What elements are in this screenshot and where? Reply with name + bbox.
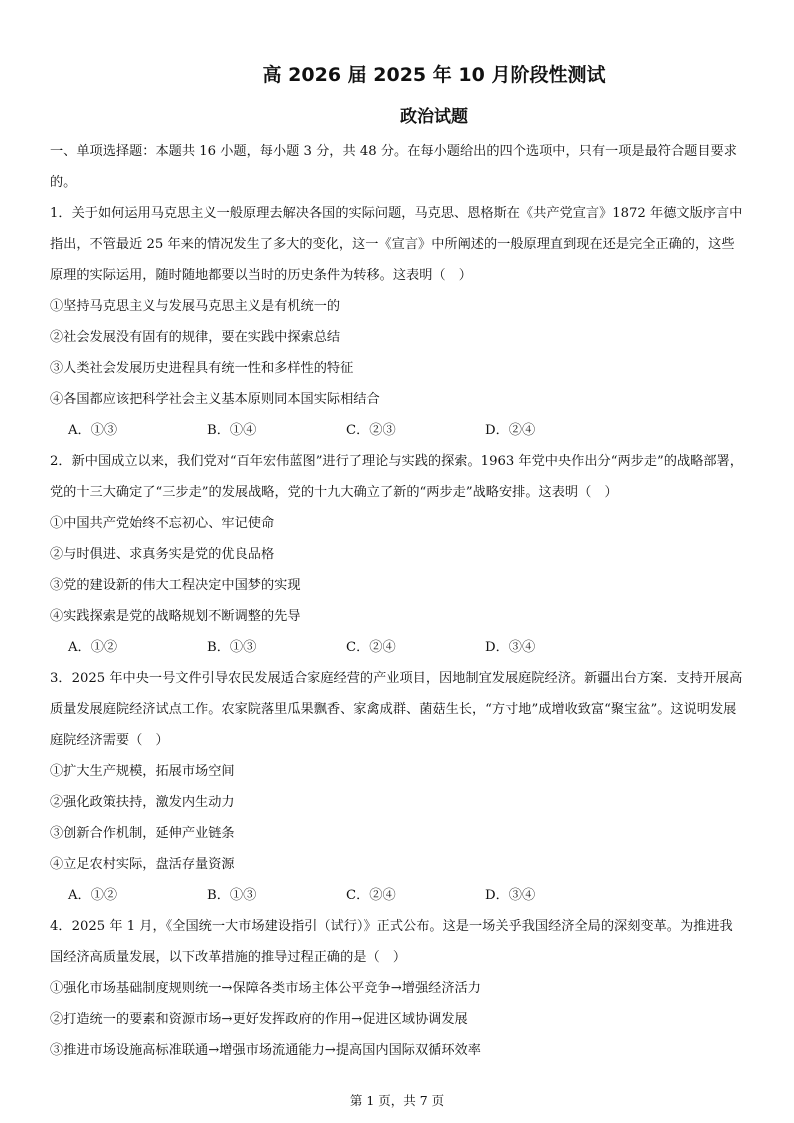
choice-a: A．①②	[68, 888, 118, 903]
page-number: 第 1 页，共 7 页	[349, 1093, 445, 1108]
exam-subtitle: 政治试题	[400, 107, 468, 127]
choice-b: B．①④	[207, 423, 257, 438]
question-1	[50, 198, 744, 446]
question-3	[50, 663, 744, 911]
choice-c: C．②④	[346, 640, 396, 655]
statement-option: ②强化政策扶持，激发内生动力	[50, 795, 235, 810]
question-4	[50, 911, 744, 1066]
choice-d: D．③④	[485, 640, 536, 655]
answer-choices	[50, 415, 744, 446]
statement-option: ②打造统一的要素和资源市场→更好发挥政府的作用→促进区域协调发展	[50, 1012, 468, 1027]
statement-option: ②与时俱进、求真务实是党的优良品格	[50, 547, 275, 562]
question-stem: 2．新中国成立以来，我们党对“百年宏伟蓝图”进行了理论与实践的探索。1963 年党中央作出分“两步走”的战略部署，党的十三大确定了“三步走”的发展战略，党的十九大确立了新的“两步走”战略安排。这表明（ ）	[50, 454, 743, 500]
statement-option: ①扩大生产规模，拓展市场空间	[50, 764, 235, 779]
statement-option: ③推进市场设施高标准联通→增强市场流通能力→提高国内国际双循环效率	[50, 1043, 481, 1058]
question-2	[50, 446, 744, 663]
statement-option: ④实践探索是党的战略规划不断调整的先导	[50, 609, 301, 624]
choice-d: D．②④	[485, 423, 536, 438]
statement-option: ④立足农村实际，盘活存量资源	[50, 857, 235, 872]
statement-option: ①中国共产党始终不忘初心、牢记使命	[50, 516, 275, 531]
question-stem: 4．2025 年 1 月，《全国统一大市场建设指引（试行）》正式公布。这是一场关乎我国经济全局的深刻变革。为推进我国经济高质量发展，以下改革措施的推导过程正确的是（ ）	[50, 919, 733, 965]
choice-c: C．②③	[346, 423, 396, 438]
section-instructions: 一、单项选择题：本题共 16 小题，每小题 3 分，共 48 分。在每小题给出的四个选项中，只有一项是最符合题目要求的。	[50, 144, 737, 190]
question-stem: 3．2025 年中央一号文件引导农民发展适合家庭经营的产业项目，因地制宜发展庭院经济。新疆出台方案．支持开展高质量发展庭院经济试点工作。农家院落里瓜果飘香、家禽成群、菌菇生长，“方寸地”成增收致富“聚宝盆”。这说明发展庭院经济需要（ ）	[50, 671, 743, 748]
choice-d: D．③④	[485, 888, 536, 903]
statement-option: ③党的建设新的伟大工程决定中国梦的实现	[50, 578, 301, 593]
statement-option: ①坚持马克思主义与发展马克思主义是有机统一的	[50, 299, 341, 314]
statement-option: ③创新合作机制，延伸产业链条	[50, 826, 235, 841]
choice-b: B．①③	[207, 640, 257, 655]
answer-choices	[50, 880, 744, 911]
choice-b: B．①③	[207, 888, 257, 903]
answer-choices	[50, 632, 744, 663]
statement-option: ②社会发展没有固有的规律，要在实践中探索总结	[50, 330, 341, 345]
statement-option: ③人类社会发展历史进程具有统一性和多样性的特征	[50, 361, 354, 376]
exam-title: 高 2026 届 2025 年 10 月阶段性测试	[262, 64, 606, 86]
choice-c: C．②④	[346, 888, 396, 903]
choice-a: A．①②	[68, 640, 118, 655]
question-stem: 1．关于如何运用马克思主义一般原理去解决各国的实际问题，马克思、恩格斯在《共产党宣言》1872 年德文版序言中指出，不管最近 25 年来的情况发生了多大的变化，这一《宣言》中所阐述的一般原理直到现在还是完全正确的，这些原理的实际运用，随时随地都要以当时的历史条件为转移。这表明（ ）	[50, 206, 743, 283]
exam-content	[50, 136, 744, 1066]
statement-option: ④各国都应该把科学社会主义基本原则同本国实际相结合	[50, 392, 380, 407]
statement-option: ①强化市场基础制度规则统一→保障各类市场主体公平竞争→增强经济活力	[50, 981, 481, 996]
choice-a: A．①③	[68, 423, 118, 438]
